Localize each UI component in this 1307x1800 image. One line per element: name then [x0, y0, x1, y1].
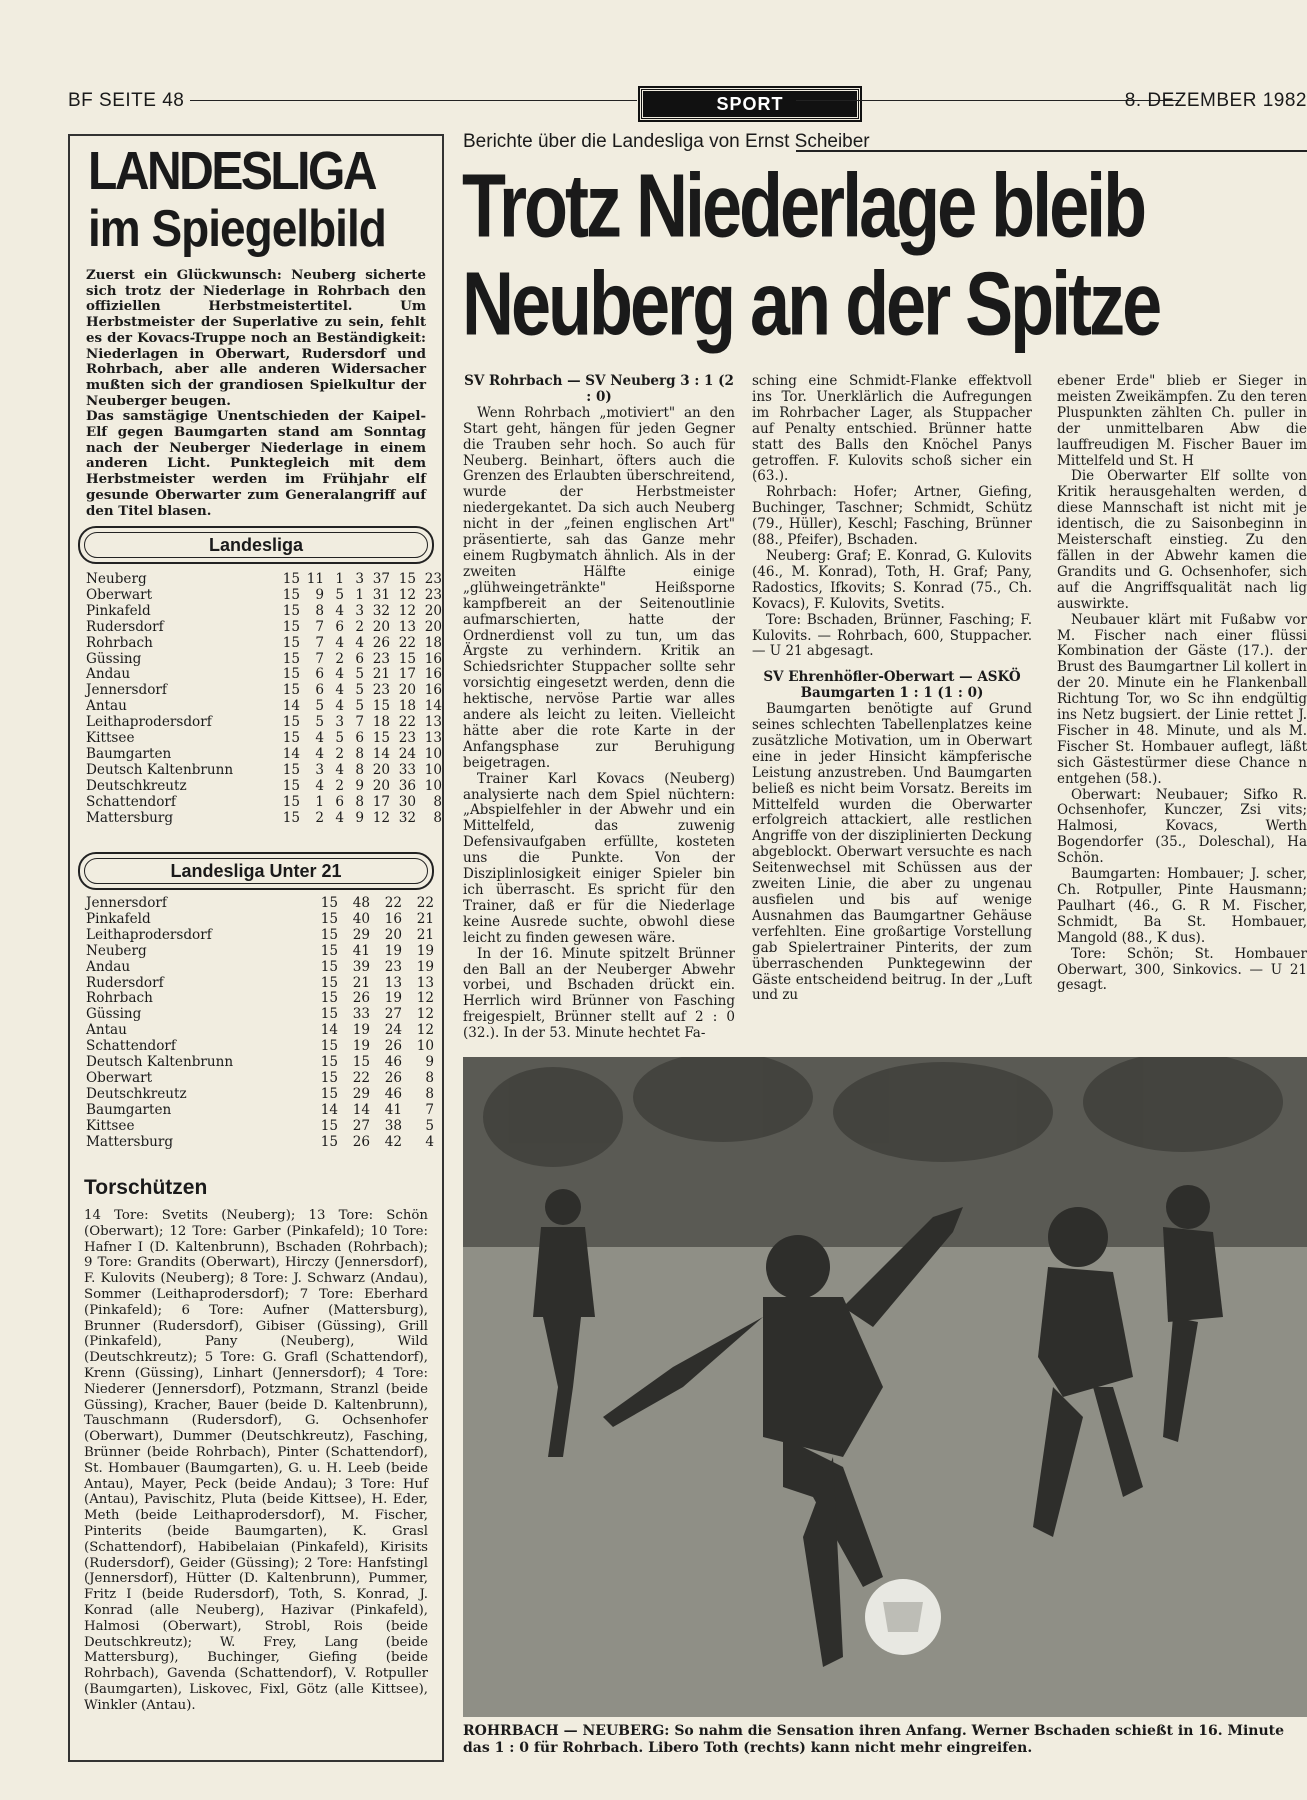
table-cell: 26 [384, 1069, 402, 1086]
team-name: Kittsee [86, 730, 135, 747]
team-name: Mattersburg [86, 809, 174, 826]
table-row [86, 715, 442, 731]
table-cell: 15 [282, 571, 300, 587]
table-cell: 2 [335, 777, 344, 794]
table-cell: 14 [372, 745, 390, 762]
table-row [86, 1103, 434, 1119]
table-cell: 22 [398, 714, 416, 731]
table-cell: 8 [425, 1069, 434, 1086]
table-cell: 4 [315, 745, 324, 762]
intro-paragraph: Das samstägige Unentschieden der Kaipel-Elf gegen Baumgarten stand am Sonntag nach der Neuberger Niederlage in einem anderen Licht. Punktegleich mit dem Herbstmeister werden im Frühjahr elf gesunde Oberwarter zum Generalangriff auf den Titel blasen. [86, 408, 426, 519]
table-cell: 15 [320, 942, 338, 959]
team-name: Schattendorf [86, 1038, 176, 1055]
table-row [86, 1087, 434, 1103]
table-cell: 17 [372, 793, 390, 810]
team-name: Rohrbach [86, 990, 153, 1007]
intro-paragraph: Zuerst ein Glückwunsch: Neuberg sicherte sich trotz der Niederlage in Rohrbach den offiziellen Herbstmeistertitel. Um Herbstmeister der Superlative zu sein, fehlt es der Kovacs-Truppe noch an Beständigkeit: Niederlagen in Oberwart, Rudersdorf und Rohrbach, aber alle anderen Widersacher mußten sich der grandiosen Spielkultur der Neuberger beugen. [86, 267, 426, 409]
table-cell: 15 [320, 1133, 338, 1150]
goals-line: Tore: Bschaden, Brünner, Fasching; F. Kulovits. — Rohrbach, 600, Stuppacher. — U 21 abgesagt. [752, 611, 1032, 660]
table-cell: 7 [315, 634, 324, 651]
table-cell: 7 [315, 650, 324, 667]
table-cell: 22 [352, 1069, 370, 1086]
table-header-landesliga [78, 526, 434, 564]
table-cell: 6 [335, 618, 344, 635]
table-cell: 15 [320, 974, 338, 991]
table-cell: 15 [282, 730, 300, 747]
table-cell: 8 [355, 761, 364, 778]
match-photo [463, 1057, 1307, 1717]
table-cell: 8 [425, 1085, 434, 1102]
standings-table [86, 572, 442, 827]
table-cell: 2 [315, 809, 324, 826]
team-name: Baumgarten [86, 745, 172, 762]
table-row [86, 683, 442, 699]
table-cell: 15 [282, 777, 300, 794]
u21-standings-table [86, 896, 434, 1151]
table-cell: 19 [416, 942, 434, 959]
table-cell: 9 [355, 777, 364, 794]
table-cell: 12 [372, 809, 390, 826]
table-cell: 46 [384, 1085, 402, 1102]
table-cell: 3 [355, 602, 364, 619]
table-cell: 22 [416, 895, 434, 911]
table-cell: 20 [424, 618, 442, 635]
table-title: Landesliga Unter 21 [170, 861, 342, 881]
table-cell: 4 [335, 761, 344, 778]
table-cell: 16 [424, 666, 442, 683]
table-cell: 39 [352, 958, 370, 975]
table-cell: 26 [352, 1133, 370, 1150]
team-name: Kittsee [86, 1117, 135, 1134]
article-column-2 [752, 374, 1032, 1004]
table-cell: 11 [306, 571, 324, 587]
team-name: Rudersdorf [86, 618, 164, 635]
table-cell: 8 [433, 793, 442, 810]
table-cell: 12 [416, 1006, 434, 1023]
team-name: Pinkafeld [86, 602, 151, 619]
table-cell: 30 [398, 793, 416, 810]
table-cell: 15 [372, 698, 390, 715]
table-cell: 21 [352, 974, 370, 991]
landesliga-sidebar [68, 134, 444, 1762]
page-date: 8. DEZEMBER 1982 [1124, 90, 1307, 111]
article-paragraph: Die Oberwarter Elf sollte von Kritik herausgehalten werden, d diese Mannschaft ist nicht mit je identisch, die zu Saisonbeginn in Meisterschaft einstieg. Zu den fällen in der Abwehr kamen die Grandits und G. Ochsenhofer, sich auf die Angriffsqualität nach lig auswirkte. [1057, 468, 1307, 612]
section-label: SPORT [640, 88, 860, 120]
table-cell: 20 [372, 777, 390, 794]
article-paragraph: Baumgarten benötigte auf Grund seines schlechten Tabellenplatzes keine zusätzliche Motivation, um in Oberwart eine in jeder Hinsicht kämpferische Leistung anzustreben. Und Baumgarten beließ es nicht beim Vorsatz. Bereits im Mittelfeld wurden die Oberwarter erfolgreich attackiert, alle restlichen Angriffe von der disziplinierten Deckung abgeblockt. Oberwart versuchte es nach Seitenwechsel mit Schüssen aus der zweiten Linie, die aber zu ungenau ausfielen und bis auf wenige Ausnahmen das Baumgartner Gehäuse verfehlten. Eine großartige Vorstellung gab Spielertrainer Pinterits, der zum überraschenden Punktegewinn der Gäste entscheidend beitrug. In der „Luft und zu [752, 701, 1032, 1004]
table-cell: 15 [372, 730, 390, 747]
table-cell: 26 [384, 1038, 402, 1055]
table-cell: 6 [355, 650, 364, 667]
team-name: Güssing [86, 650, 142, 667]
table-cell: 14 [424, 698, 442, 715]
table-cell: 32 [372, 602, 390, 619]
table-cell: 5 [335, 730, 344, 747]
table-cell: 5 [355, 698, 364, 715]
table-cell: 24 [384, 1022, 402, 1039]
table-row [86, 960, 434, 976]
team-name: Deutschkreutz [86, 1085, 187, 1102]
table-row [86, 1007, 434, 1023]
header-rule-right [796, 100, 1181, 101]
table-cell: 12 [398, 586, 416, 603]
table-cell: 2 [335, 650, 344, 667]
team-name: Andau [86, 666, 131, 683]
table-cell: 20 [372, 761, 390, 778]
table-cell: 7 [425, 1101, 434, 1118]
table-cell: 22 [398, 634, 416, 651]
team-name: Deutsch Kaltenbrunn [86, 1054, 234, 1071]
table-cell: 15 [398, 650, 416, 667]
table-cell: 14 [282, 745, 300, 762]
team-name: Neuberg [86, 571, 147, 587]
table-row [86, 779, 442, 795]
table-row [86, 944, 434, 960]
sidebar-title-line2: im Spiegelbild [88, 198, 386, 258]
table-cell: 15 [320, 1006, 338, 1023]
table-cell: 14 [282, 698, 300, 715]
article-paragraph: Trainer Karl Kovacs (Neuberg) analysierte nach dem Spiel nüchtern: „Abspielfehler in der Abwehr und ein Mittelfeld, das zuwenig Defensivaufgaben erfüllte, kosteten uns die Punkte. Von der Disziplinlosigkeit einiger Spieler bin ich überrascht. Es spricht für den Trainer, daß er für die Niederlage keine Ausrede suchte, obwohl diese leicht zu finden gewesen wäre. [463, 770, 735, 946]
table-cell: 15 [320, 1085, 338, 1102]
table-cell: 4 [335, 666, 344, 683]
table-cell: 6 [355, 730, 364, 747]
table-cell: 40 [352, 910, 370, 927]
table-cell: 15 [282, 666, 300, 683]
table-cell: 16 [424, 650, 442, 667]
table-cell: 22 [384, 895, 402, 911]
table-cell: 29 [352, 1085, 370, 1102]
table-cell: 1 [335, 571, 344, 587]
table-cell: 7 [315, 618, 324, 635]
table-row [86, 976, 434, 992]
sidebar-intro [86, 268, 426, 519]
table-cell: 13 [384, 974, 402, 991]
table-row [86, 572, 442, 588]
table-cell: 10 [424, 761, 442, 778]
table-cell: 5 [335, 586, 344, 603]
table-cell: 10 [416, 1038, 434, 1055]
table-cell: 32 [398, 809, 416, 826]
table-cell: 13 [398, 618, 416, 635]
table-row [86, 1135, 434, 1151]
table-cell: 12 [416, 990, 434, 1007]
table-cell: 12 [398, 602, 416, 619]
table-cell: 16 [384, 910, 402, 927]
table-cell: 6 [315, 682, 324, 699]
header-rule-left [190, 100, 637, 101]
team-name: Rudersdorf [86, 974, 164, 991]
table-cell: 15 [282, 714, 300, 731]
page-header [68, 88, 1307, 118]
table-row [86, 699, 442, 715]
headline-line2: Neuberg an der Spitze [462, 254, 1160, 355]
article-paragraph: ebener Erde" blieb er Sieger in meisten Zweikämpfen. Zu den teren Pluspunkten zählten Ch. puller in der unmittelbaren Abw die lauffreudigen M. Fischer Bauer im Mittelfeld und St. H [1057, 374, 1307, 469]
table-cell: 21 [416, 926, 434, 943]
table-row [86, 795, 442, 811]
table-cell: 3 [355, 571, 364, 587]
table-cell: 8 [355, 745, 364, 762]
table-row [86, 1023, 434, 1039]
lineup-oberwart: Oberwart: Neubauer; Sifko R. Ochsenhofer, Kunczer, Zsi vits; Halmosi, Kovacs, Werth Bogendorfer (35., Doleschal), Ha Schön. [1057, 786, 1307, 867]
team-name: Mattersburg [86, 1133, 174, 1150]
table-cell: 23 [424, 571, 442, 587]
team-name: Oberwart [86, 1069, 153, 1086]
table-cell: 15 [282, 586, 300, 603]
table-cell: 5 [355, 682, 364, 699]
lineup-baumgarten: Baumgarten: Hombauer; J. scher, Ch. Rotpuller, Pinte Hausmann; Paulhart (46., G. R M. Fischer, Schmidt, Ba St. Hombauer, Mangold (88., K dus). [1057, 866, 1307, 946]
table-cell: 4 [335, 634, 344, 651]
table-cell: 15 [282, 618, 300, 635]
table-row [86, 896, 434, 912]
table-cell: 19 [416, 958, 434, 975]
table-cell: 15 [282, 602, 300, 619]
table-row [86, 763, 442, 779]
team-name: Leithaprodersdorf [86, 926, 212, 943]
table-cell: 20 [384, 926, 402, 943]
photo-caption: ROHRBACH — NEUBERG: So nahm die Sensation ihren Anfang. Werner Bschaden schießt in 16. Minute das 1 : 0 für Rohrbach. Libero Toth (rechts) kann nicht mehr eingreifen. [463, 1723, 1285, 1756]
table-cell: 15 [320, 1038, 338, 1055]
lineup-neuberg: Neuberg: Graf; E. Konrad, G. Kulovits (46., M. Konrad), Toth, H. Graf; Pany, Radostics, Ifkovits; S. Konrad (75., Ch. Kovacs), F. Kulovits, Svetits. [752, 547, 1032, 612]
table-cell: 12 [416, 1022, 434, 1039]
table-row [86, 1071, 434, 1087]
table-row [86, 620, 442, 636]
table-cell: 4 [315, 730, 324, 747]
table-row [86, 991, 434, 1007]
table-cell: 36 [398, 777, 416, 794]
table-cell: 20 [372, 618, 390, 635]
table-cell: 3 [315, 761, 324, 778]
table-cell: 8 [315, 602, 324, 619]
team-name: Oberwart [86, 586, 153, 603]
table-row [86, 1055, 434, 1071]
table-cell: 19 [384, 990, 402, 1007]
article-paragraph: Neubauer klärt mit Fußabw vor M. Fischer nach einer flüssi Kombination der Gäste (17.). der Brust des Baumgartner Lil kollert in der 20. Minute ein he Flankenball Richtung Tor, wo Sc ihn endgültig ins Netz bugsiert. der Linie rettet J. Fischer in 48. Minute, und als M. Fischer St. Hombauer auflegt, läßt sich Gästestürmer diese Chance n entgehen (58.). [1057, 611, 1307, 787]
table-cell: 16 [424, 682, 442, 699]
table-cell: 19 [352, 1038, 370, 1055]
table-cell: 4 [335, 602, 344, 619]
table-cell: 15 [320, 958, 338, 975]
team-name: Pinkafeld [86, 910, 151, 927]
match-heading: SV Ehrenhöfler-Oberwart — ASKÖ Baumgarten 1 : 1 (1 : 0) [763, 669, 1021, 702]
table-cell: 2 [355, 618, 364, 635]
scorers-list: 14 Tore: Svetits (Neuberg); 13 Tore: Schön (Oberwart); 12 Tore: Garber (Pinkafeld); 10 Tore: Hafner I (D. Kaltenbrunn), Bschaden (Rohrbach); 9 Tore: Grandits (Oberwart), Hirczy (Jennersdorf), F. Kulovits (Neuberg); 8 Tore: J. Schwarz (Andau), Sommer (Leithaprodersdorf); 7 Tore: Eberhard (Pinkafeld); 6 Tore: Aufner (Mattersburg), Brunner (Rudersdorf), Gibiser (Güssing), Grill (Pinkafeld), Pany (Neuberg), Wild (Deutschkreutz); 5 Tore: G. Grafl (Schattendorf), Krenn (Güssing), Linhart (Jennersdorf); 4 Tore: Niederer (Jennersdorf), Potzmann, Stranzl (beide Güssing), Kracher, Bauer (beide D. Kaltenbrunn), Tauschmann (Rudersdorf), G. Ochsenhofer (Oberwart), Dummer (Deutschkreutz), Fasching, Brünner (beide Rohrbach), Pinter (Schattendorf), St. Hombauer (Baumgarten), G. u. H. Leeb (beide Antau), Mayer, Peck (beide Andau); 3 Tore: Huf (Antau), Pavischitz, Pluta (beide Kittsee), H. Eder, Meth (beide Leithaprodersdorf), M. Fischer, Pinterits (beide Baumgarten), K. Grasl (Schattendorf), Habibelaian (Pinkafeld), Kirisits (Rudersdorf), Geider (Güssing); 2 Tore: Hanfstingl (Jennersdorf), Hütter (D. Kaltenbrunn), Pummer, Fritz I (beide Rudersdorf), Toth, S. Konrad, J. Konrad (alle Neuberg), Hazivar (Pinkafeld), Halmosi (Oberwart), Strobl, Rois (beide Deutschkreutz); W. Frey, Lang (beide Mattersburg), Buchinger, Giefing (beide Rohrbach), Gavenda (Schattendorf), V. Rotpuller (Baumgarten), Liskovec, Fixl, Götz (alle Kittsee), Winkler (Antau). [84, 1208, 428, 1713]
table-cell: 23 [398, 730, 416, 747]
table-row [86, 811, 442, 827]
team-name: Jennersdorf [86, 895, 167, 911]
table-cell: 4 [355, 634, 364, 651]
table-cell: 15 [282, 761, 300, 778]
table-cell: 19 [384, 942, 402, 959]
page-number: BF SEITE 48 [68, 90, 185, 111]
table-cell: 4 [315, 777, 324, 794]
table-cell: 23 [384, 958, 402, 975]
team-name: Leithaprodersdorf [86, 714, 212, 731]
table-cell: 33 [352, 1006, 370, 1023]
table-cell: 38 [384, 1117, 402, 1134]
table-cell: 15 [282, 634, 300, 651]
table-cell: 23 [424, 586, 442, 603]
table-cell: 24 [398, 745, 416, 762]
table-cell: 13 [416, 974, 434, 991]
goals-line: Tore: Schön; St. Hombauer Oberwart, 300, Sinkovics. — U 21 gesagt. [1057, 945, 1307, 994]
table-row [86, 652, 442, 668]
article-column-1 [463, 374, 735, 1042]
scorers-title: Torschützen [84, 1176, 208, 1199]
table-cell: 5 [315, 698, 324, 715]
table-row [86, 588, 442, 604]
table-cell: 33 [398, 761, 416, 778]
table-cell: 31 [372, 586, 390, 603]
table-cell: 15 [282, 682, 300, 699]
table-cell: 26 [352, 990, 370, 1007]
table-cell: 15 [320, 895, 338, 911]
table-cell: 27 [384, 1006, 402, 1023]
table-cell: 23 [372, 682, 390, 699]
table-row [86, 604, 442, 620]
table-cell: 7 [355, 714, 364, 731]
table-cell: 21 [416, 910, 434, 927]
table-cell: 5 [355, 666, 364, 683]
article-paragraph: In der 16. Minute spitzelt Brünner den Ball an der Neuberger Abwehr vorbei, und Bschaden drückt ein. Herrlich wird Brünner von Fasching freigespielt, Brünner stellt auf 2 : 0 (32.). In der 53. Minute hechtet Fa- [463, 945, 735, 1042]
team-name: Rohrbach [86, 634, 153, 651]
team-name: Deutschkreutz [86, 777, 187, 794]
table-cell: 27 [352, 1117, 370, 1134]
table-cell: 26 [372, 634, 390, 651]
table-cell: 8 [433, 809, 442, 826]
table-cell: 1 [355, 586, 364, 603]
table-cell: 4 [335, 698, 344, 715]
team-name: Andau [86, 958, 131, 975]
team-name: Güssing [86, 1006, 142, 1023]
table-row [86, 636, 442, 652]
table-row [86, 1119, 434, 1135]
table-row [86, 1039, 434, 1055]
table-cell: 46 [384, 1054, 402, 1071]
table-cell: 9 [315, 586, 324, 603]
team-name: Deutsch Kaltenbrunn [86, 761, 234, 778]
table-cell: 19 [352, 1022, 370, 1039]
article-column-3 [1057, 374, 1307, 1044]
article-paragraph: Wenn Rohrbach „motiviert" an den Start geht, hängen für jeden Gegner die Trauben sehr hoch. So auch für Neuberg. Beinhart, öfters auch die Grenzen des Erlaubten überschreitend, wurde der Herbstmeister niedergekantet. Da sich auch Neuberg nicht in der „feinen englischen Art" präsentierte, sah das Ganze mehr einem Rugbymatch ähnlich. Als in der zweiten Hälfte einige „glühweingetränkte" Heißsporne kampfbereit an der Seitenoutlinie aufmarschierten, hatte der Ordnerdienst voll zu tun, um das Ärgste zu verhindern. Kritik an Schiedsrichter Stuppacher sollte sehr vorsichtig eingesetzt werden, denn die hektische, nervöse Partie war alles andere als leicht zu leiten. Vielleicht hätte aber die rote Karte in der Anfangsphase zur Beruhigung beigetragen. [463, 404, 735, 771]
table-cell: 17 [398, 666, 416, 683]
table-cell: 42 [384, 1133, 402, 1150]
table-cell: 13 [424, 714, 442, 731]
sidebar-title-line1: LANDESLIGA [88, 141, 375, 202]
table-row [86, 912, 434, 928]
table-cell: 18 [398, 698, 416, 715]
byline-rule [796, 150, 1307, 152]
table-cell: 48 [352, 895, 370, 911]
table-cell: 10 [424, 745, 442, 762]
team-name: Antau [86, 698, 127, 715]
table-cell: 1 [315, 793, 324, 810]
table-cell: 20 [398, 682, 416, 699]
table-cell: 2 [335, 745, 344, 762]
table-cell: 15 [320, 926, 338, 943]
match-heading: SV Rohrbach — SV Neuberg 3 : 1 (2 : 0) [464, 373, 734, 405]
table-cell: 14 [320, 1101, 338, 1118]
table-cell: 15 [320, 1054, 338, 1071]
table-cell: 13 [424, 730, 442, 747]
table-cell: 10 [424, 777, 442, 794]
article-paragraph: sching eine Schmidt-Flanke effektvoll ins Tor. Unerklärlich die Aufregungen im Rohrbacher Lager, als Stuppacher auf Penalty entschied. Brünner hatte statt des Balls den Knöchel Panys getroffen. F. Kulovits schoß sicher ein (63.). [752, 373, 1032, 485]
football-players-illustration [463, 1057, 1307, 1717]
table-cell: 29 [352, 926, 370, 943]
table-cell: 18 [372, 714, 390, 731]
table-row [86, 731, 442, 747]
table-cell: 4 [335, 809, 344, 826]
team-name: Jennersdorf [86, 682, 167, 699]
table-row [86, 667, 442, 683]
team-name: Neuberg [86, 942, 147, 959]
team-name: Antau [86, 1022, 127, 1039]
table-cell: 5 [315, 714, 324, 731]
table-cell: 15 [320, 910, 338, 927]
table-cell: 4 [425, 1133, 434, 1150]
table-cell: 14 [352, 1101, 370, 1118]
table-cell: 15 [352, 1054, 370, 1071]
table-cell: 21 [372, 666, 390, 683]
table-cell: 15 [282, 650, 300, 667]
table-cell: 6 [315, 666, 324, 683]
table-cell: 15 [320, 1117, 338, 1134]
table-cell: 37 [372, 571, 390, 587]
table-cell: 9 [355, 809, 364, 826]
table-cell: 15 [282, 809, 300, 826]
table-cell: 14 [320, 1022, 338, 1039]
table-cell: 6 [335, 793, 344, 810]
lineup-rohrbach: Rohrbach: Hofer; Artner, Giefing, Buchinger, Taschner; Schmidt, Schütz (79., Hüller), Keschl; Fasching, Brünner (88., Pfeifer), Bschaden. [752, 484, 1032, 549]
table-cell: 18 [424, 634, 442, 651]
table-header-u21 [78, 852, 434, 890]
table-cell: 20 [424, 602, 442, 619]
table-row [86, 747, 442, 763]
table-cell: 8 [355, 793, 364, 810]
table-cell: 15 [398, 571, 416, 587]
table-cell: 15 [320, 990, 338, 1007]
headline-line1: Trotz Niederlage bleib [462, 156, 1145, 257]
team-name: Baumgarten [86, 1101, 172, 1118]
table-cell: 23 [372, 650, 390, 667]
table-cell: 9 [425, 1054, 434, 1071]
table-cell: 3 [335, 714, 344, 731]
table-cell: 15 [320, 1069, 338, 1086]
table-title: Landesliga [208, 535, 304, 555]
byline: Berichte über die Landesliga von Ernst Scheiber [463, 131, 870, 152]
table-cell: 15 [282, 793, 300, 810]
table-cell: 4 [335, 682, 344, 699]
table-cell: 41 [384, 1101, 402, 1118]
table-row [86, 928, 434, 944]
table-cell: 5 [425, 1117, 434, 1134]
team-name: Schattendorf [86, 793, 176, 810]
table-cell: 41 [352, 942, 370, 959]
